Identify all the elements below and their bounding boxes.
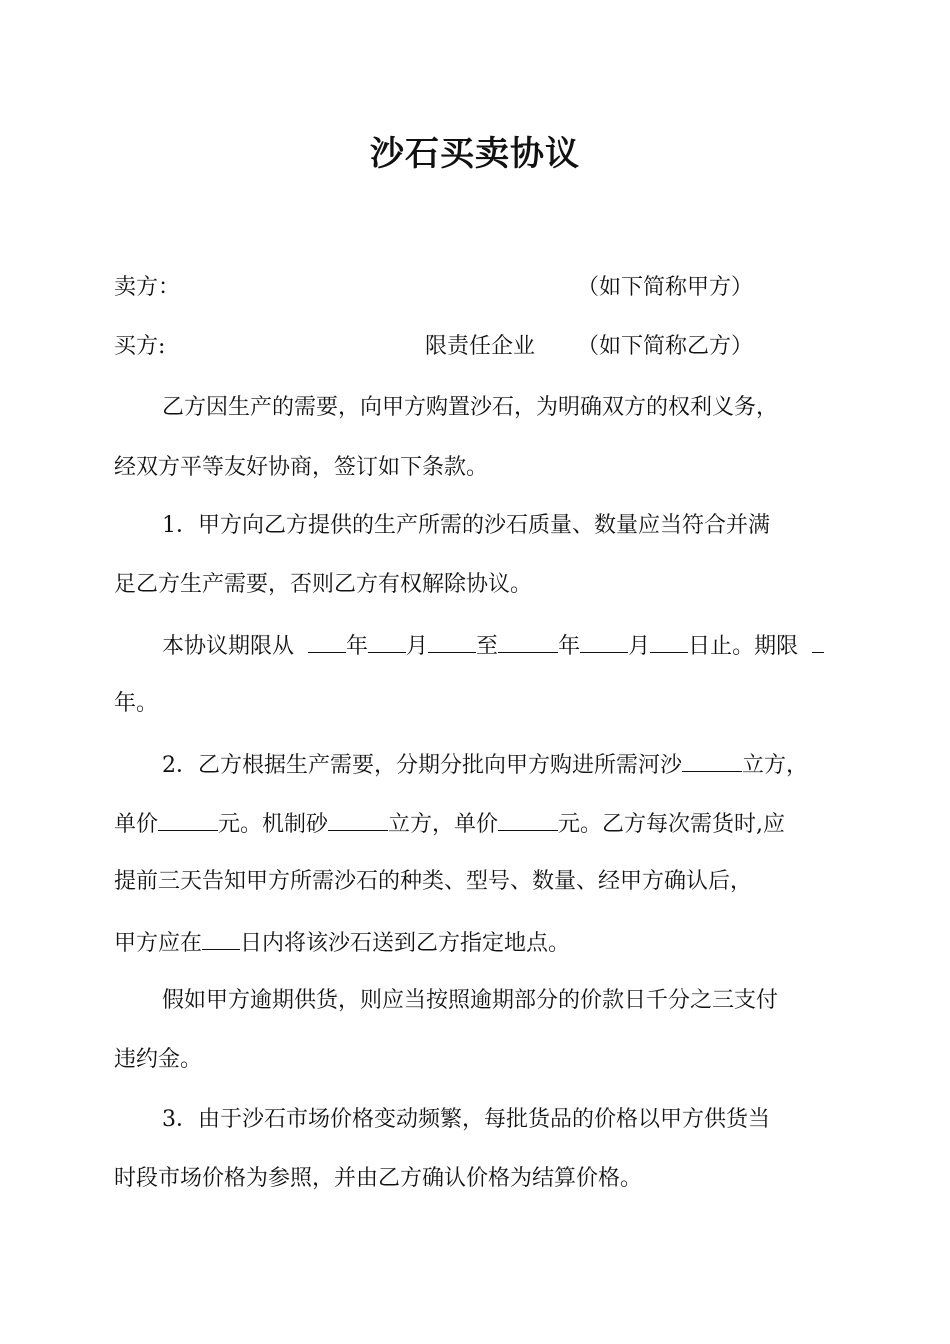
- clause1-line-1: 1．甲方向乙方提供的生产所需的沙石质量、数量应当符合并满: [162, 513, 770, 538]
- intro-line-2: 经双方平等友好协商，签订如下条款。: [114, 455, 489, 480]
- blank-river-sand-qty[interactable]: [682, 749, 742, 772]
- seller-note: （如下简称甲方）: [577, 275, 754, 300]
- machine-sand-label: 元。机制砂: [218, 812, 329, 837]
- intro-line-1: 乙方因生产的需要，向甲方购置沙石，为明确双方的权利义务，: [162, 395, 779, 420]
- machine-sand-unit-price-label: 立方，单价: [388, 812, 499, 837]
- buyer-label: 买方:: [114, 334, 166, 359]
- clause1-line-2: 足乙方生产需要，否则乙方有权解除协议。: [114, 572, 533, 597]
- buyer-note: （如下简称乙方）: [577, 334, 754, 359]
- delivery-label: 甲方应在: [114, 931, 203, 956]
- blank-term-years[interactable]: [812, 630, 824, 653]
- blank-start-year[interactable]: [308, 630, 346, 653]
- term-year-1: 年: [346, 634, 369, 659]
- term-line-1: [162, 630, 824, 662]
- blank-end-month[interactable]: [580, 630, 628, 653]
- clause2-line-4: [114, 927, 570, 959]
- clause3-line-2: 时段市场价格为参照，并由乙方确认价格为结算价格。: [114, 1166, 643, 1191]
- buyer-company-suffix: 限责任企业: [425, 334, 536, 359]
- clause2-text: 2．乙方根据生产需要，分期分批向甲方购进所需河沙: [162, 753, 682, 778]
- clause2-unit: 立方，: [742, 753, 809, 778]
- blank-river-sand-price[interactable]: [158, 808, 218, 831]
- clause2-line-3: 提前三天告知甲方所需沙石的种类、型号、数量、经甲方确认后，: [114, 869, 753, 894]
- term-month-1: 月: [406, 634, 429, 659]
- blank-delivery-days[interactable]: [202, 927, 240, 950]
- term-prefix: 本协议期限从: [162, 634, 295, 659]
- blank-end-day[interactable]: [650, 630, 688, 653]
- document-title: 沙石买卖协议: [370, 134, 580, 174]
- term-year-2: 年: [558, 634, 581, 659]
- clause3-line-1: 3．由于沙石市场价格变动频繁，每批货品的价格以甲方供货当: [162, 1107, 770, 1132]
- blank-machine-sand-price[interactable]: [498, 808, 558, 831]
- seller-label: 卖方：: [114, 275, 181, 300]
- clause2-line-2: [114, 808, 785, 840]
- delivery-tail: 日内将该沙石送到乙方指定地点。: [240, 931, 571, 956]
- term-line-2: 年。: [114, 691, 159, 716]
- blank-machine-sand-qty[interactable]: [328, 808, 388, 831]
- clause2-line-2-tail: 元。乙方每次需货时,应: [558, 812, 786, 837]
- term-to: 至: [476, 634, 499, 659]
- clause2-line-1: [162, 749, 808, 781]
- penalty-line-1: 假如甲方逾期供货，则应当按照逾期部分的价款日千分之三支付: [162, 988, 779, 1013]
- term-day-end: 日止。期限: [688, 634, 799, 659]
- blank-end-year[interactable]: [498, 630, 558, 653]
- penalty-line-2: 违约金。: [114, 1047, 203, 1072]
- unit-price-label: 单价: [114, 812, 159, 837]
- term-month-2: 月: [628, 634, 651, 659]
- blank-start-day[interactable]: [428, 630, 476, 653]
- blank-start-month[interactable]: [368, 630, 406, 653]
